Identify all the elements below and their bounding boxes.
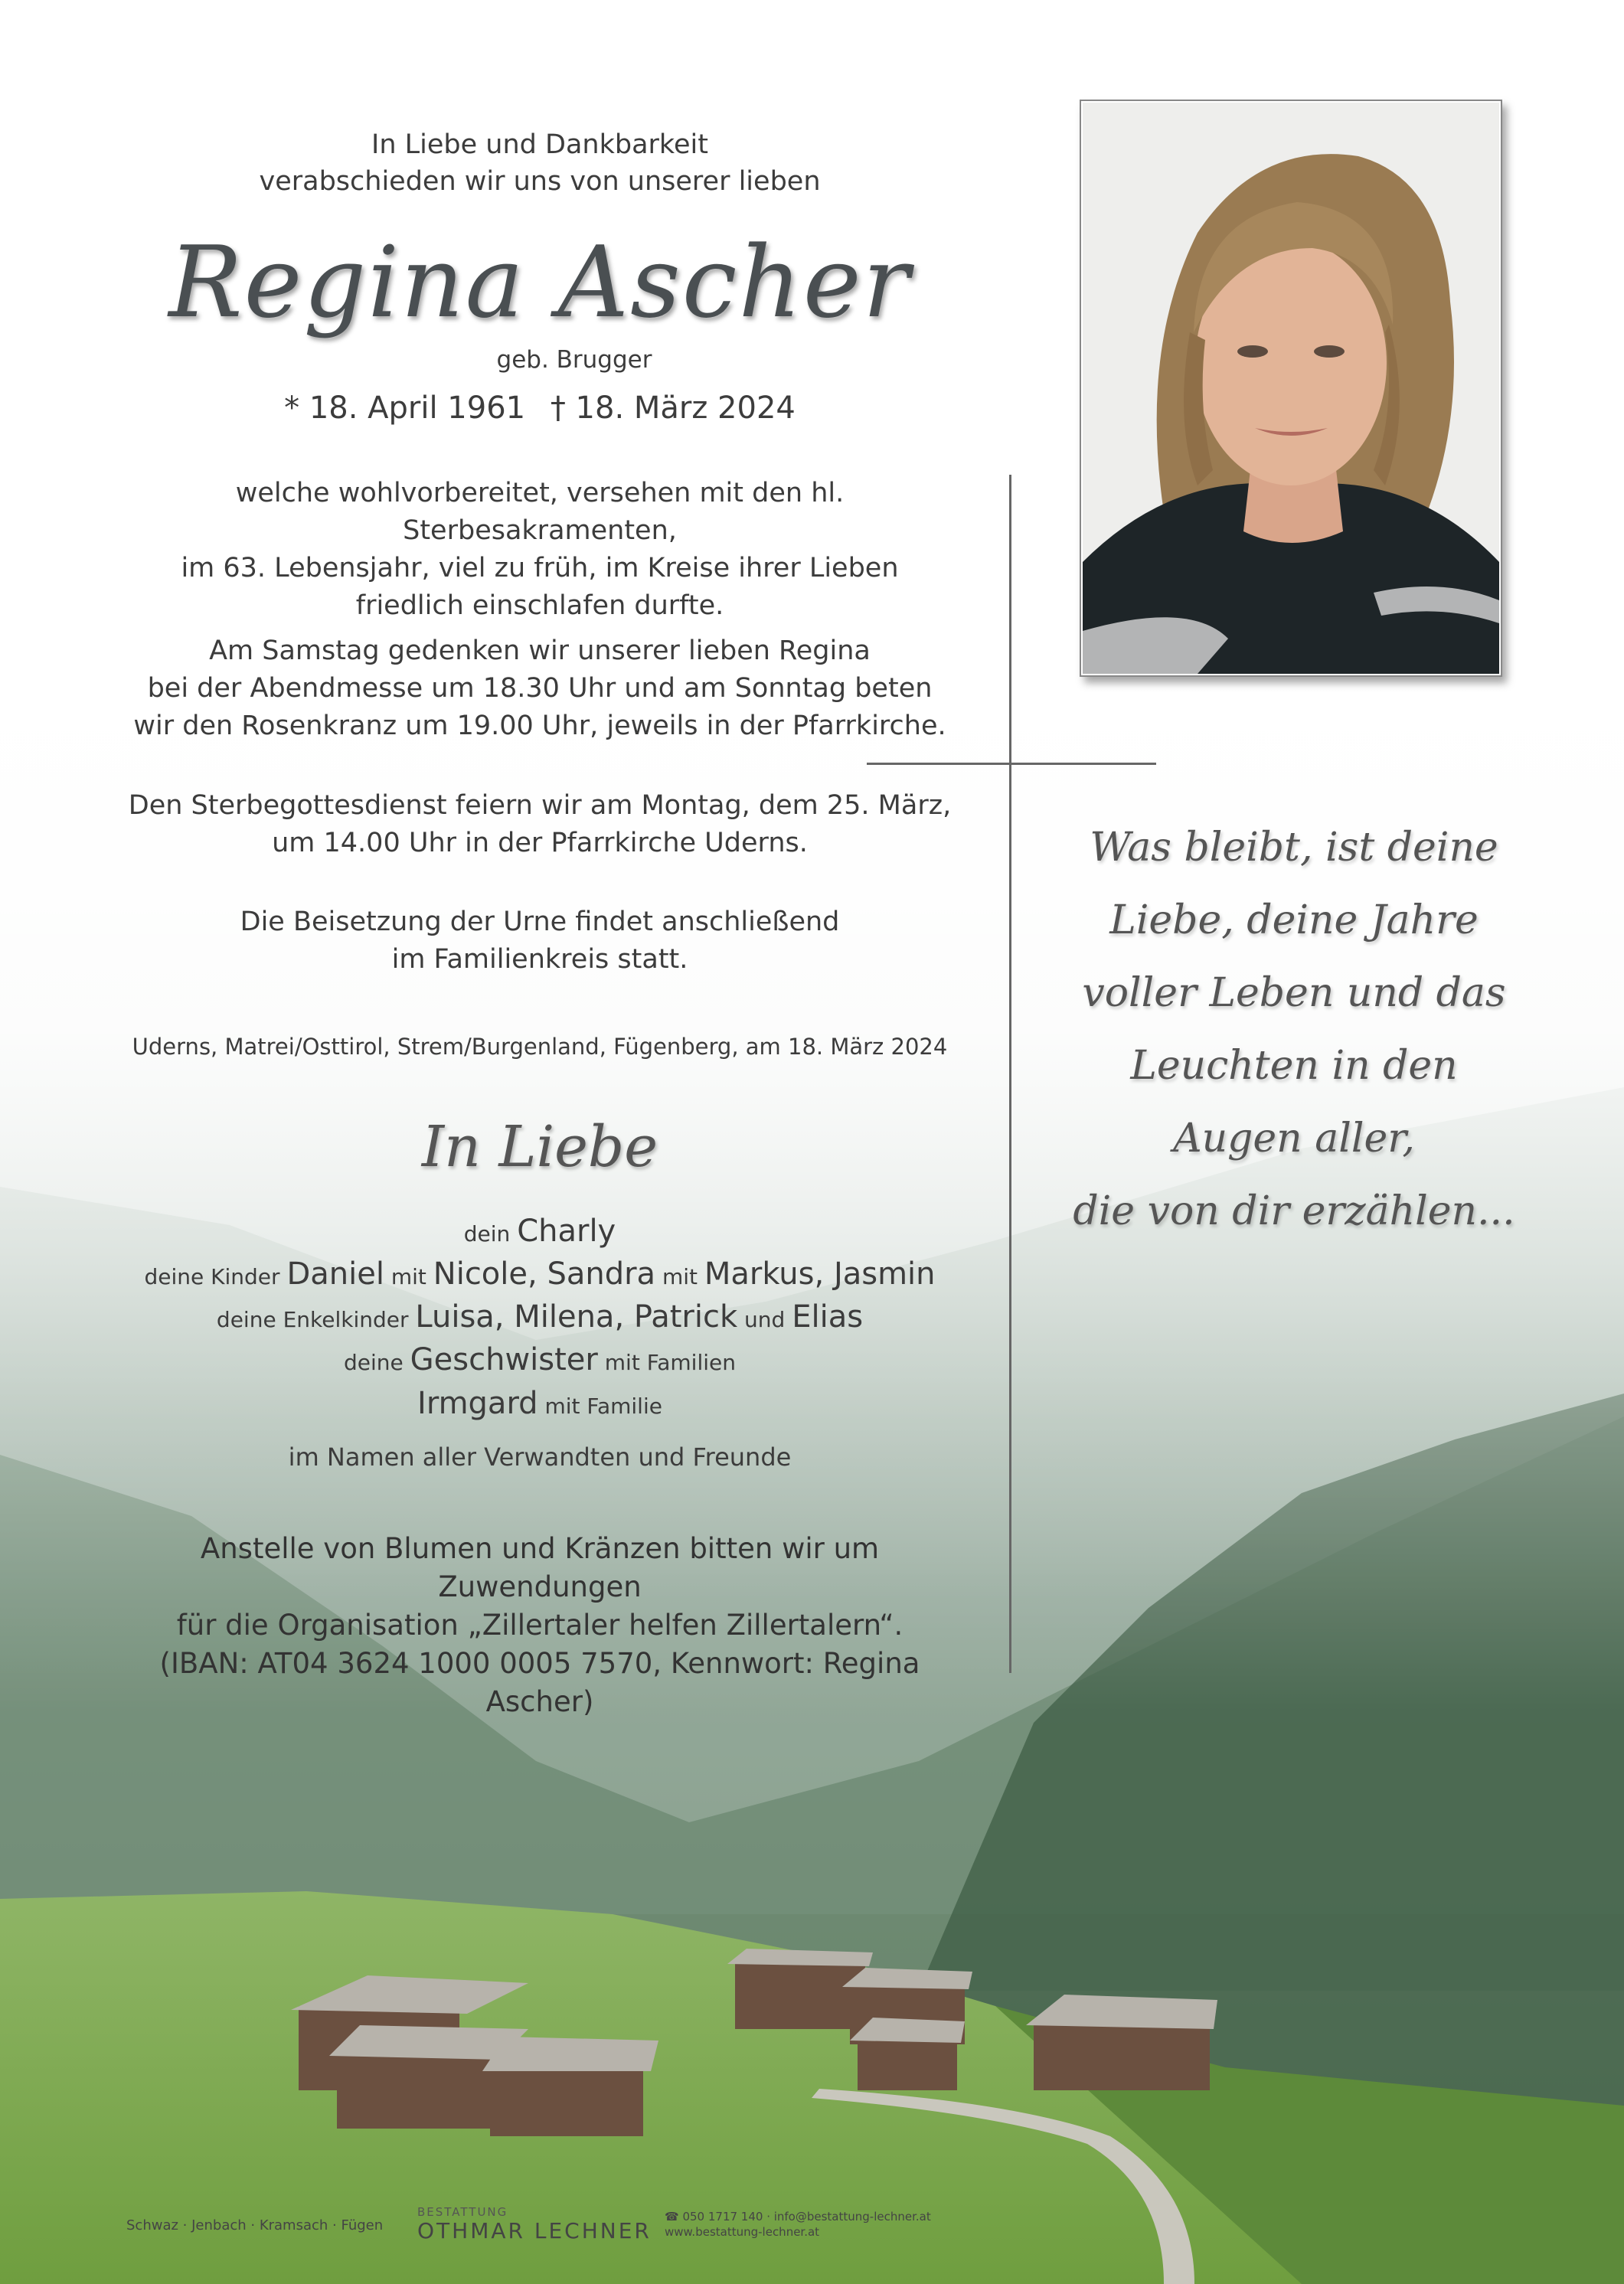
footer-locations: Schwaz · Jenbach · Kramsach · Fügen — [126, 2217, 384, 2233]
text-line: um 14.00 Uhr in der Pfarrkirche Uderns. — [272, 828, 808, 858]
family-text: und — [737, 1307, 792, 1332]
family-name: Elias — [792, 1299, 864, 1335]
text-line: (IBAN: AT04 3624 1000 0005 7570, Kennwort: Regina Ascher) — [159, 1647, 920, 1718]
family-name: Nicole — [433, 1256, 528, 1292]
text-line: im Familienkreis statt. — [391, 944, 688, 975]
footer-contact — [665, 2209, 931, 2240]
cross-horizontal-line — [867, 763, 1156, 765]
family-line-5 — [115, 1382, 965, 1428]
family-name: Milena — [514, 1299, 615, 1335]
family-text: mit Familien — [597, 1350, 736, 1375]
family-name: Patrick — [633, 1299, 738, 1335]
family-line-4 — [115, 1338, 965, 1384]
family-line-6: im Namen aller Verwandten und Freunde — [288, 1443, 792, 1472]
quote-line: Liebe, deine Jahre — [1109, 897, 1479, 943]
family-text: deine Kinder — [144, 1264, 287, 1289]
donation-note — [115, 1530, 965, 1721]
portrait-photo — [1080, 100, 1502, 677]
family-text: mit — [384, 1264, 433, 1289]
maiden-name: geb. Brugger — [496, 346, 652, 374]
death-date: † 18. März 2024 — [550, 390, 796, 426]
family-text: dein — [463, 1221, 518, 1247]
text-line: für die Organisation „Zillertaler helfen Zillertalern“. — [176, 1609, 903, 1642]
family-name: Markus — [704, 1256, 815, 1292]
text-line: Am Samstag gedenken wir unserer lieben Regina — [209, 636, 871, 666]
intro-line-2: verabschieden wir uns von unserer lieben — [259, 166, 821, 197]
place-and-date: Uderns, Matrei/Osttirol, Strem/Burgenland, Fügenberg, am 18. März 2024 — [132, 1034, 948, 1060]
family-text: , — [814, 1256, 834, 1292]
quote-line: voller Leben und das — [1082, 970, 1506, 1016]
life-dates — [130, 390, 949, 426]
family-text: deine Enkelkinder — [216, 1307, 416, 1332]
family-text: , — [614, 1299, 634, 1335]
intro-text — [130, 126, 949, 200]
paragraph-2 — [115, 632, 965, 745]
family-line-2 — [115, 1253, 965, 1299]
family-name: Irmgard — [417, 1386, 538, 1421]
text-line: welche wohlvorbereitet, versehen mit den hl. Sterbesakramenten, — [235, 478, 845, 546]
family-name: Sandra — [547, 1256, 656, 1292]
family-line-1 — [115, 1210, 965, 1256]
paragraph-3 — [115, 787, 965, 862]
family-text: mit — [655, 1264, 704, 1289]
portrait-image — [1083, 103, 1499, 674]
quote-line: Was bleibt, ist deine — [1090, 825, 1498, 871]
text-line: im 63. Lebensjahr, viel zu früh, im Kreise ihrer Lieben — [181, 553, 899, 583]
deceased-name: Regina Ascher — [168, 226, 911, 340]
family-text: , — [528, 1256, 547, 1292]
quote-line: die von dir erzählen... — [1073, 1188, 1515, 1234]
in-liebe-heading: In Liebe — [421, 1114, 658, 1180]
intro-line-1: In Liebe und Dankbarkeit — [371, 129, 708, 160]
text-line: Anstelle von Blumen und Kränzen bitten wir um Zuwendungen — [200, 1532, 880, 1603]
family-text: mit Familie — [538, 1394, 662, 1419]
family-name: Jasmin — [833, 1256, 936, 1292]
family-text: deine — [344, 1350, 410, 1375]
family-name: Daniel — [286, 1256, 384, 1292]
family-name: Charly — [517, 1214, 616, 1249]
footer-website: www.bestattung-lechner.at — [665, 2225, 820, 2239]
paragraph-4 — [115, 903, 965, 979]
paragraph-1 — [115, 475, 965, 625]
cross-vertical-line — [1009, 475, 1011, 1673]
family-name: Luisa — [415, 1299, 495, 1335]
footer-logo-top: BESTATTUNG — [417, 2205, 508, 2219]
text-line: bei der Abendmesse um 18.30 Uhr und am Sonntag beten — [147, 673, 933, 704]
footer-contact-line: ☎ 050 1717 140 · info@bestattung-lechner.at — [665, 2210, 931, 2224]
text-line: friedlich einschlafen durfte. — [355, 590, 724, 621]
quote-line: Leuchten in den — [1130, 1043, 1458, 1089]
family-text: , — [494, 1299, 515, 1335]
family-name: Geschwister — [410, 1342, 598, 1377]
birth-date: * 18. April 1961 — [284, 390, 526, 426]
family-line-3 — [115, 1296, 965, 1341]
text-line: wir den Rosenkranz um 19.00 Uhr, jeweils in der Pfarrkirche. — [133, 711, 946, 741]
quote-line: Augen aller, — [1173, 1116, 1415, 1162]
footer-logo-main: OTHMAR LECHNER — [417, 2218, 652, 2243]
text-line: Den Sterbegottesdienst feiern wir am Montag, dem 25. März, — [128, 790, 952, 821]
memorial-quote — [1049, 812, 1539, 1248]
text-line: Die Beisetzung der Urne findet anschließend — [240, 907, 840, 937]
